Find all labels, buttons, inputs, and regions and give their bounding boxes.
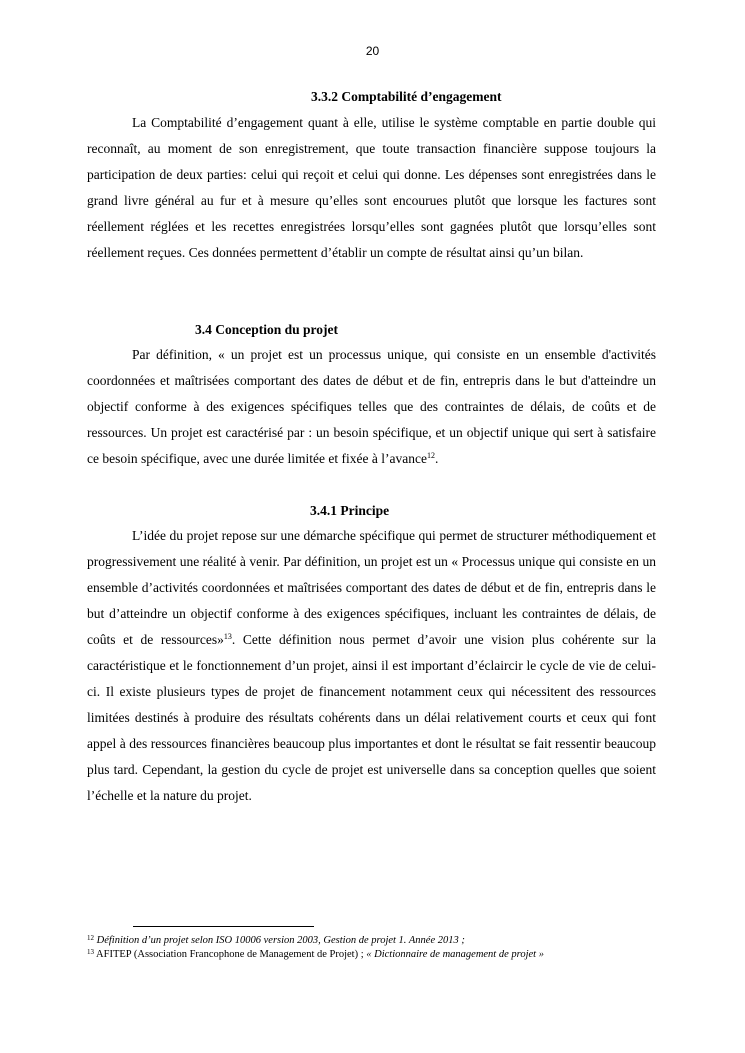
footnote-13: [87, 948, 544, 962]
page-number: 20: [365, 44, 380, 58]
paragraph-text-part2: . Cette définition nous permet d’avoir une vision plus cohérente sur la caractéristique et le fonctionnement d’un projet, ainsi il est important d’éclaircir le cycle de vie de celui-ci. Il existe plusieurs types de projet de financement notamment ceux qui nécessitent des ressources limitées destinés à produire des résultats cohérents dans un délai relativement courts et ceux qui font appel à des ressources financières beaucoup plus importantes et dont le résultat se fait ressentir beaucoup plus tard. Cependant, la gestion du cycle de projet est universelle dans sa conception quelles que soient l’échelle et la nature du projet.: [87, 632, 656, 803]
section-heading-3-4: 3.4 Conception du projet: [195, 322, 339, 337]
footnote-separator: [133, 926, 314, 927]
paragraph-text: [87, 523, 656, 809]
footnote-ref-12: 12: [426, 451, 435, 460]
footnote-text-italic: « Dictionnaire de management de projet »: [366, 949, 544, 960]
footnote-text: Définition d’un projet selon ISO 10006 version 2003, Gestion de projet 1. Année 2013 ;: [96, 935, 465, 946]
footnote-number: 12: [87, 934, 94, 942]
paragraph-text: [87, 342, 656, 472]
paragraph-conception-projet: [87, 342, 656, 472]
section-heading-3-3-2: 3.3.2 Comptabilité d’engagement: [311, 89, 502, 104]
footnote-12: [87, 934, 465, 948]
paragraph-text-end: .: [434, 451, 439, 466]
paragraph-text-main: Par définition, « un projet est un processus unique, qui consiste en un ensemble d'activités coordonnées et maîtrisées comportant des dates de début et de fin, entrepris dans le but d'atteindre un objectif conforme à des exigences spécifiques telles que des contraintes de délais, de coûts et de ressources. Un projet est caractérisé par : un besoin spécifique, et un objectif unique qui sert à satisfaire ce besoin spécifique, avec une durée limitée et fixée à l’avance: [87, 347, 656, 466]
section-heading-3-4-1: 3.4.1 Principe: [310, 503, 390, 518]
paragraph-comptabilite-engagement: [87, 110, 656, 266]
footnote-text: AFITEP (Association Francophone de Management de Projet) ;: [96, 949, 367, 960]
footnote-number: 13: [87, 948, 94, 956]
paragraph-text: La Comptabilité d’engagement quant à elle, utilise le système comptable en partie double qui reconnaît, au moment de son enregistrement, que toute transaction financière suppose toujours la participation de deux parties: celui qui reçoit et celui qui donne. Les dépenses sont enregistrées dans le grand livre général au fur et à mesure qu’elles sont encourues plutôt que lorsque les factures sont réellement réglées et les recettes enregistrées lorsqu’elles sont gagnées plutôt que lorsqu’elles sont réellement reçues. Ces données permettent d’établir un compte de résultat ainsi qu’un bilan.: [87, 115, 656, 260]
paragraph-principe: [87, 523, 656, 809]
footnote-ref-13: 13: [223, 632, 232, 641]
paragraph-text-part1: L’idée du projet repose sur une démarche spécifique qui permet de structurer méthodiquement et progressivement une réalité à venir. Par définition, un projet est un « Processus unique qui consiste en un ensemble d’activités coordonnées et maîtrisées comportant des dates de début et de fin, entrepris dans le but d’atteindre un objectif conforme à des exigences spécifiques, incluant les contraintes de délais, de coûts et de ressources»: [87, 528, 656, 647]
